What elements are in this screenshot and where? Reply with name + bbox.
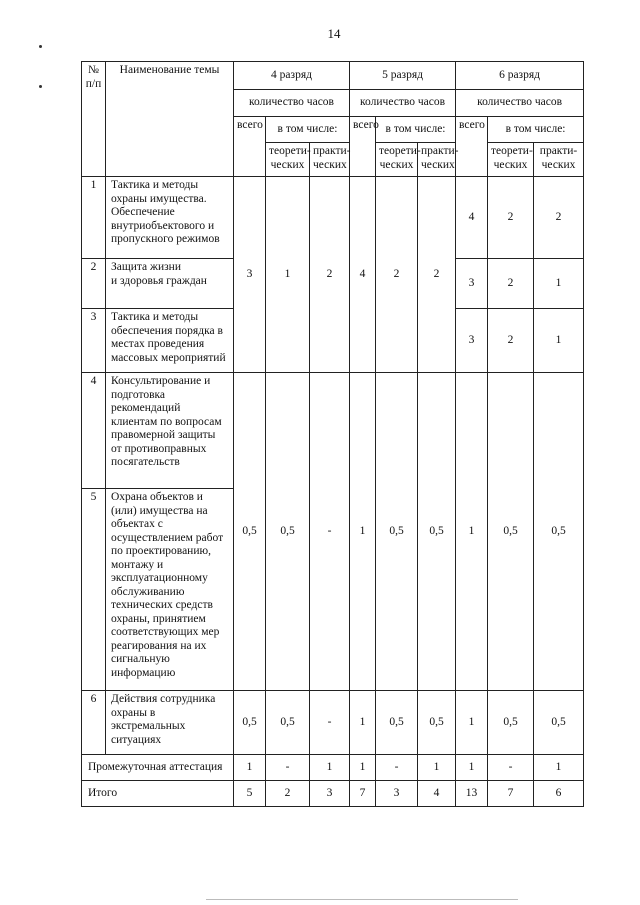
cell-value: 2 (488, 177, 534, 259)
curriculum-table (81, 61, 584, 807)
cell-value: 2 (488, 309, 534, 373)
cell-value: 7 (350, 781, 376, 807)
cell-value: 5 (234, 781, 266, 807)
header-grade-5: 5 разряд (350, 62, 456, 90)
cell-value: 2 (418, 177, 456, 373)
header-hours: количество часов (456, 90, 584, 117)
row-num: 6 (82, 691, 106, 755)
cell-value: 2 (488, 259, 534, 309)
cell-value: 4 (350, 177, 376, 373)
cell-value: 1 (456, 755, 488, 781)
scan-speck (39, 85, 42, 88)
cell-value: 0,5 (418, 373, 456, 691)
cell-value: 0,5 (266, 691, 310, 755)
scan-speck (39, 45, 42, 48)
header-num: № п/п (82, 62, 106, 177)
header-theory: теорети- ческих (376, 143, 418, 177)
cell-value: 1 (350, 755, 376, 781)
cell-value: 2 (534, 177, 584, 259)
cell-value: 0,5 (376, 373, 418, 691)
cell-value: 1 (456, 373, 488, 691)
row-topic: Действия сотрудника охраны в экстремальных ситуациях (106, 691, 234, 755)
header-theory: теорети- ческих (266, 143, 310, 177)
cell-value: 0,5 (534, 691, 584, 755)
cell-value: 3 (456, 259, 488, 309)
header-hours: количество часов (350, 90, 456, 117)
row-num: 4 (82, 373, 106, 489)
cell-value: 1 (534, 259, 584, 309)
row-topic: Тактика и методы обеспечения порядка в местах проведения массовых мероприятий (106, 309, 234, 373)
header-incl: в том числе: (376, 117, 456, 143)
cell-value: 1 (534, 309, 584, 373)
cell-value: 3 (456, 309, 488, 373)
cell-value: 1 (350, 373, 376, 691)
cell-value: 1 (534, 755, 584, 781)
row-topic: Тактика и методы охраны имущества. Обеспечение внутриобъектового и пропускного режимов (106, 177, 234, 259)
cell-value: 13 (456, 781, 488, 807)
cell-value: 6 (534, 781, 584, 807)
cell-value: 3 (234, 177, 266, 373)
cell-value: 0,5 (266, 373, 310, 691)
header-hours: количество часов (234, 90, 350, 117)
cell-value: 1 (350, 691, 376, 755)
header-practice: практи- ческих (310, 143, 350, 177)
cell-value: 0,5 (488, 373, 534, 691)
page-number: 14 (327, 26, 341, 41)
cell-value: 3 (376, 781, 418, 807)
cell-value: 2 (310, 177, 350, 373)
header-total: всего (350, 117, 376, 177)
cell-value: 1 (418, 755, 456, 781)
cell-value: 4 (456, 177, 488, 259)
row-topic: Консультирование и подготовка рекомендаций клиентам по вопросам правомерной защиты от противоправных посягательств (106, 373, 234, 489)
cell-value: 2 (266, 781, 310, 807)
scan-edge-line (206, 899, 518, 900)
row-num: 5 (82, 489, 106, 691)
header-incl: в том числе: (266, 117, 350, 143)
total-label: Итого (82, 781, 234, 807)
cell-value: - (488, 755, 534, 781)
row-topic: Защита жизни и здоровья граждан (106, 259, 234, 309)
header-total: всего (456, 117, 488, 177)
cell-value: - (376, 755, 418, 781)
header-practice: практи- ческих (534, 143, 584, 177)
row-num: 3 (82, 309, 106, 373)
header-theory: теорети- ческих (488, 143, 534, 177)
row-num: 2 (82, 259, 106, 309)
cell-value: 0,5 (488, 691, 534, 755)
header-total: всего (234, 117, 266, 177)
cell-value: 1 (234, 755, 266, 781)
cell-value: 1 (266, 177, 310, 373)
cell-value: - (266, 755, 310, 781)
cell-value: 0,5 (534, 373, 584, 691)
header-practice: практи- ческих (418, 143, 456, 177)
row-topic: Охрана объектов и (или) имущества на объектах с осуществлением работ по проектированию, монтажу и эксплуатационному обслуживанию технических средств охраны, принятием соответствующих мер реагирования на их сигнальную информацию (106, 489, 234, 691)
cell-value: 0,5 (376, 691, 418, 755)
cell-value: 1 (310, 755, 350, 781)
cell-value: - (310, 373, 350, 691)
cell-value: 2 (376, 177, 418, 373)
header-grade-4: 4 разряд (234, 62, 350, 90)
row-num: 1 (82, 177, 106, 259)
cell-value: 0,5 (418, 691, 456, 755)
cell-value: 0,5 (234, 373, 266, 691)
header-incl: в том числе: (488, 117, 584, 143)
header-grade-6: 6 разряд (456, 62, 584, 90)
cell-value: 3 (310, 781, 350, 807)
cell-value: 0,5 (234, 691, 266, 755)
cell-value: 4 (418, 781, 456, 807)
header-topic: Наименование темы (106, 62, 234, 177)
cell-value: 1 (456, 691, 488, 755)
cell-value: - (310, 691, 350, 755)
cell-value: 7 (488, 781, 534, 807)
attestation-label: Промежуточная аттестация (82, 755, 234, 781)
